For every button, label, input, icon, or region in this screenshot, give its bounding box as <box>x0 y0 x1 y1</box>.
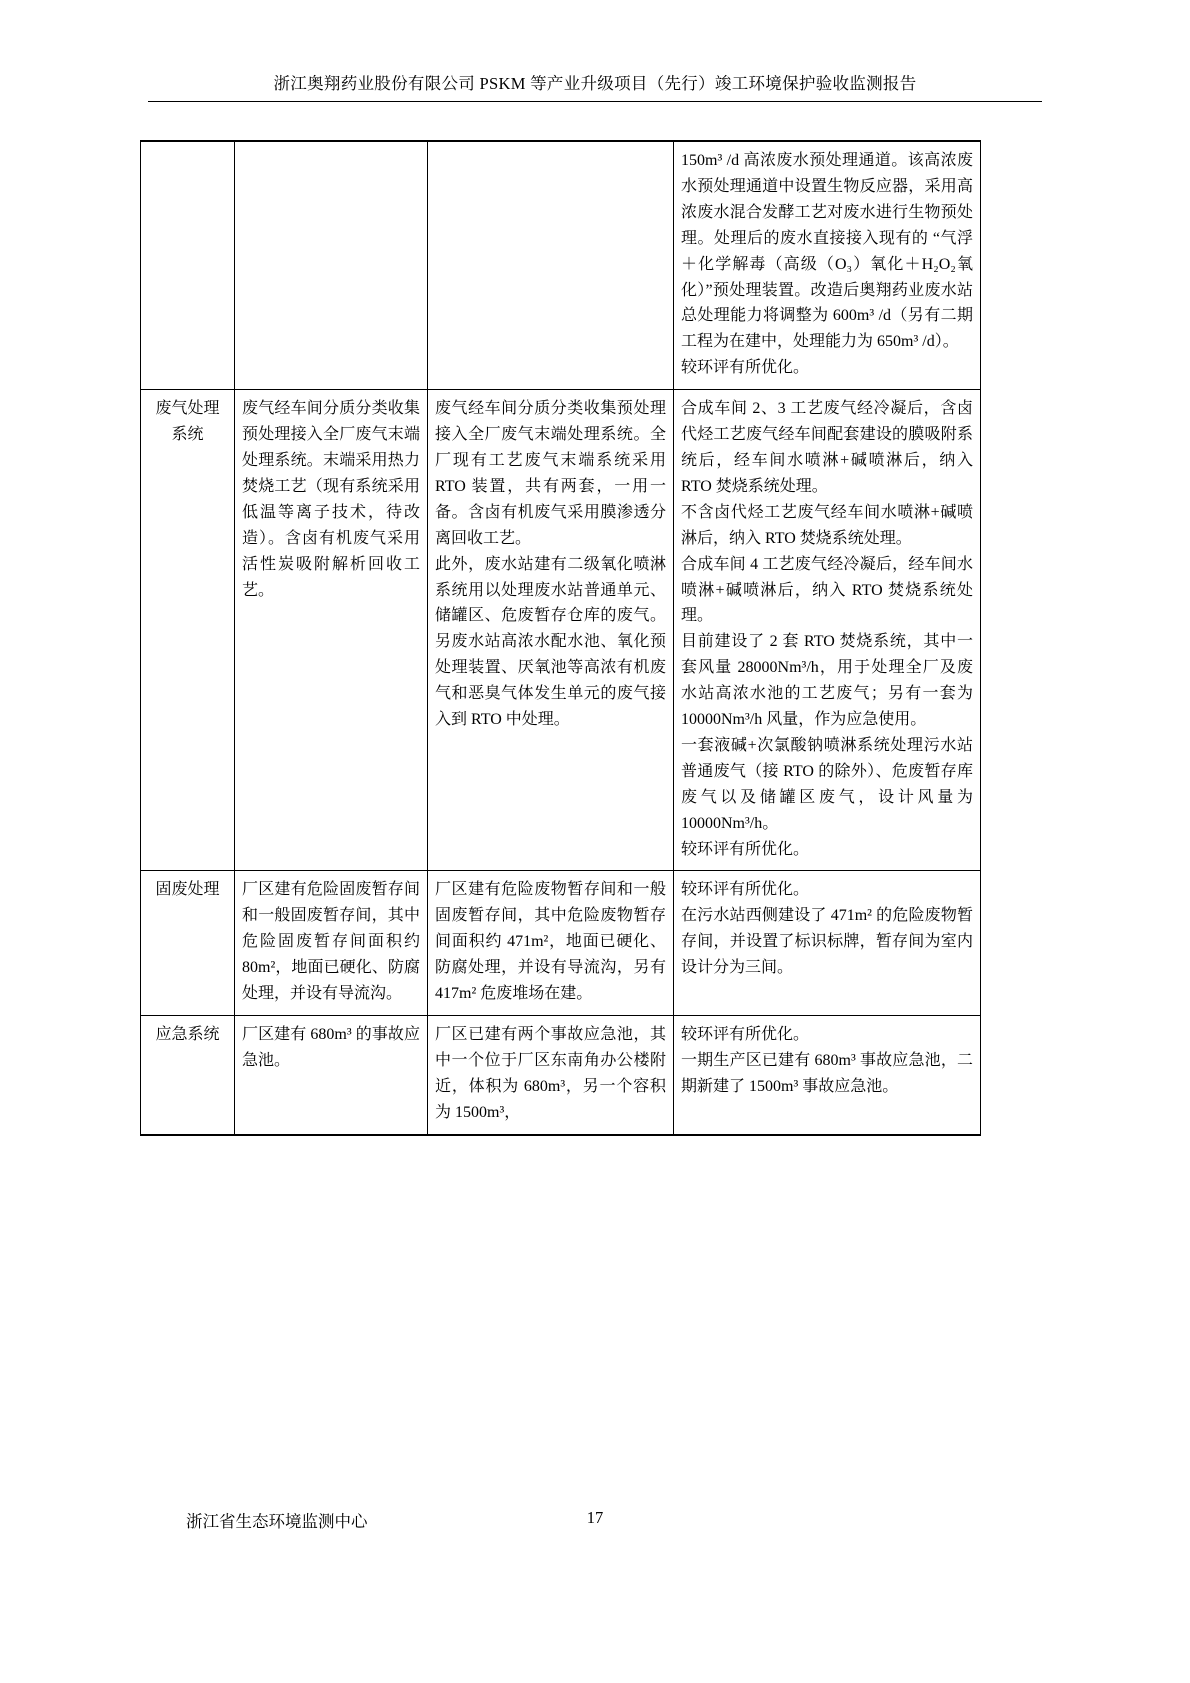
row-col3-cell <box>428 141 674 390</box>
row-label-waste-gas: 废气处理系统 <box>141 390 235 871</box>
paragraph: 废气经车间分质分类收集预处理接入全厂废气末端处理系统。全厂现有工艺废气末端系统采用 RTO 装置，共有两套，一用一备。含卤有机废气采用膜渗透分离回收工艺。 <box>435 400 666 547</box>
paragraph: 厂区已建有两个事故应急池，其中一个位于厂区东南角办公楼附近，体积为 680m³，另一个容积为 1500m³， <box>435 1026 666 1121</box>
row-col3-cell <box>428 871 674 1016</box>
paragraph: 较环评有所优化。 <box>681 881 810 899</box>
footer-page-number: 17 <box>586 1508 604 1527</box>
paragraph: 150m³ /d 高浓废水预处理通道。该高浓废水预处理通道中设置生物反应器，采用高浓废水混合发酵工艺对废水进行生物预处理。处理后的废水直接接入现有的 “气浮＋化学解毒（高级（O₃）氧化＋H₂O₂氧化）”预处理装置。改造后奥翔药业废水站总处理能力将调整为 600m³ /d（另有二期工程为在建中，处理能力为 650m³ /d）。 <box>681 152 973 351</box>
paragraph: 此外，废水站建有二级氧化喷淋系统用以处理废水站普通单元、储罐区、危废暂存仓库的废气。另废水站高浓水配水池、氧化预处理装置、厌氧池等高浓有机废气和恶臭气体发生单元的废气接入到 RTO 中处理。 <box>435 555 666 729</box>
paragraph: 在污水站西侧建设了 471m² 的危险废物暂存间，并设置了标识标牌，暂存间为室内设计分为三间。 <box>681 907 973 977</box>
paragraph: 厂区建有危险废物暂存间和一般固废暂存间，其中危险废物暂存间面积约 471m²，地面已硬化、防腐处理，并设有导流沟，另有 417m² 危废堆场在建。 <box>435 881 666 1003</box>
paragraph: 合成车间 4 工艺废气经冷凝后，经车间水喷淋+碱喷淋后，纳入 RTO 焚烧系统处理。 <box>681 555 973 625</box>
row-col3-cell <box>428 390 674 871</box>
row-col3-cell <box>428 1016 674 1135</box>
row-label-solid-waste: 固废处理 <box>141 871 235 1016</box>
paragraph: 较环评有所优化。 <box>681 1026 810 1043</box>
row-col4-cell <box>674 141 981 390</box>
document-header <box>148 72 1042 102</box>
row-col4-cell <box>674 871 981 1016</box>
row-col2-cell <box>235 871 428 1016</box>
paragraph: 不含卤代烃工艺废气经车间水喷淋+碱喷淋后，纳入 RTO 焚烧系统处理。 <box>681 503 973 547</box>
table-row <box>141 390 981 871</box>
paragraph: 较环评有所优化。 <box>681 840 810 858</box>
row-col2-cell <box>235 1016 428 1135</box>
row-col2-cell <box>235 390 428 871</box>
footer-organization: 浙江省生态环境监测中心 <box>186 1512 368 1531</box>
table-row <box>141 871 981 1016</box>
paragraph: 合成车间 2、3 工艺废气经冷凝后，含卤代烃工艺废气经车间配套建设的膜吸附系统后，经车间水喷淋+碱喷淋后，纳入 RTO 焚烧系统处理。 <box>681 400 973 495</box>
table-row <box>141 1016 981 1135</box>
comparison-table-wrapper <box>140 140 980 1136</box>
paragraph: 废气经车间分质分类收集预处理接入全厂废气末端处理系统。末端采用热力焚烧工艺（现有系统采用低温等离子技术，待改造）。含卤有机废气采用活性炭吸附解析回收工艺。 <box>242 400 420 599</box>
paragraph: 一套液碱+次氯酸钠喷淋系统处理污水站普通废气（接 RTO 的除外）、危废暂存库废气以及储罐区废气，设计风量为 10000Nm³/h。 <box>681 736 973 832</box>
row-col4-cell <box>674 390 981 871</box>
comparison-table <box>140 140 981 1136</box>
paragraph: 一期生产区已建有 680m³ 事故应急池，二期新建了 1500m³ 事故应急池。 <box>681 1051 973 1095</box>
header-title: 浙江奥翔药业股份有限公司 PSKM 等产业升级项目（先行）竣工环境保护验收监测报告 <box>273 74 917 93</box>
header-rule <box>148 101 1042 102</box>
row-col4-cell <box>674 1016 981 1135</box>
row-label-cell <box>141 141 235 390</box>
paragraph: 厂区建有危险固废暂存间和一般固废暂存间，其中危险固废暂存间面积约 80m²，地面已硬化、防腐处理，并设有导流沟。 <box>242 881 420 1003</box>
paragraph: 目前建设了 2 套 RTO 焚烧系统，其中一套风量 28000Nm³/h，用于处理全厂及废水站高浓水池的工艺废气；另有一套为 10000Nm³/h 风量，作为应急使用。 <box>681 633 973 729</box>
row-label-emergency: 应急系统 <box>141 1016 235 1135</box>
row-col2-cell <box>235 141 428 390</box>
paragraph: 较环评有所优化。 <box>681 359 810 377</box>
table-row <box>141 141 981 390</box>
paragraph: 厂区建有 680m³ 的事故应急池。 <box>242 1026 420 1069</box>
